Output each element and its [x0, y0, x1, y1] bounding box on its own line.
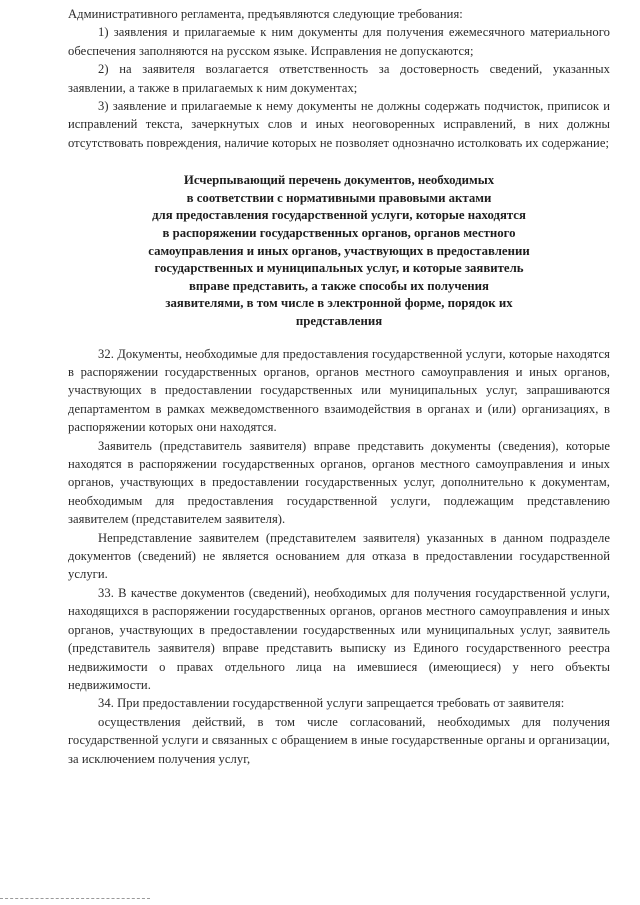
- paragraph-applicant-right: Заявитель (представитель заявителя) вправе представить документы (сведения), которые находятся в распоряжении государственных органов, органов местного самоуправления и иных органов, участвующих в предоставлении государственных услуг, дополнительно к документам, необходимым для предоставления государственной услуги, подлежащим представлению заявителем (представителем заявителя).: [68, 438, 610, 527]
- heading-line: Исчерпывающий перечень документов, необходимых: [183, 173, 495, 188]
- heading-line: представления: [295, 314, 383, 328]
- heading-line: самоуправления и иных органов, участвующих в предоставлении: [148, 243, 530, 258]
- heading-line: заявителями, в том числе в электронной форме, порядок их: [165, 296, 513, 311]
- heading-line: в соответствии с нормативными правовыми актами: [186, 190, 492, 205]
- section-heading: [68, 172, 610, 330]
- requirement-2: 2) на заявителя возлагается ответственность за достоверность сведений, указанных заявлении, а также в прилагаемых к ним документах;: [68, 62, 610, 95]
- paragraph-34-item: осуществления действий, в том числе согласований, необходимых для получения государственной услуги и связанных с обращением в иные государственные органы и организации, за исключением получения услуг,: [68, 714, 610, 766]
- paragraph-34: 34. При предоставлении государственной услуги запрещается требовать от заявителя:: [98, 696, 565, 711]
- paragraph-32: 32. Документы, необходимые для предоставления государственной услуги, которые находятся в распоряжении государственных органов, органов местного самоуправления и иных органов, участвующих в предоставлении государственных или муниципальных услуг, запрашиваются департаментом в рамках межведомственного взаимодействия в органах и (или) организациях, в распоряжении которых они находятся.: [68, 346, 610, 435]
- heading-line: для предоставления государственной услуги, которые находятся: [152, 208, 526, 223]
- requirement-1: 1) заявления и прилагаемые к ним документы для получения ежемесячного материального обеспечения заполняются на русском языке. Исправления не допускаются;: [68, 25, 610, 58]
- paragraph-intro: Административного регламента, предъявляются следующие требования:: [68, 7, 463, 21]
- paragraph-non-submission: Непредставление заявителем (представителем заявителя) указанных в данном подразделе документов (сведений) не является основанием для отказа в предоставлении государственной услуги.: [68, 530, 610, 582]
- footer-rule: [0, 898, 150, 899]
- requirement-3: 3) заявление и прилагаемые к нему документы не должны содержать подчисток, приписок и исправлений текста, зачеркнутых слов и иных неоговоренных исправлений, в них должны отсутствовать повреждения, наличие которых не позволяет однозначно истолковать их содержание;: [68, 99, 610, 150]
- heading-line: вправе представить, а также способы их получения: [189, 278, 489, 293]
- heading-line: в распоряжении государственных органов, органов местного: [162, 226, 516, 241]
- paragraph-33: 33. В качестве документов (сведений), необходимых для получения государственной услуги, находящихся в распоряжении государственных органов, органов местного самоуправления и иных органов, участвующих в предоставлении государственных или муниципальных услуг, заявитель (представитель заявителя) вправе представить выписку из Единого государственного реестра недвижимости о правах отдельного лица на имевшиеся (имеющиеся) у него объекты недвижимости.: [68, 585, 610, 692]
- heading-line: государственных и муниципальных услуг, и которые заявитель: [154, 261, 524, 276]
